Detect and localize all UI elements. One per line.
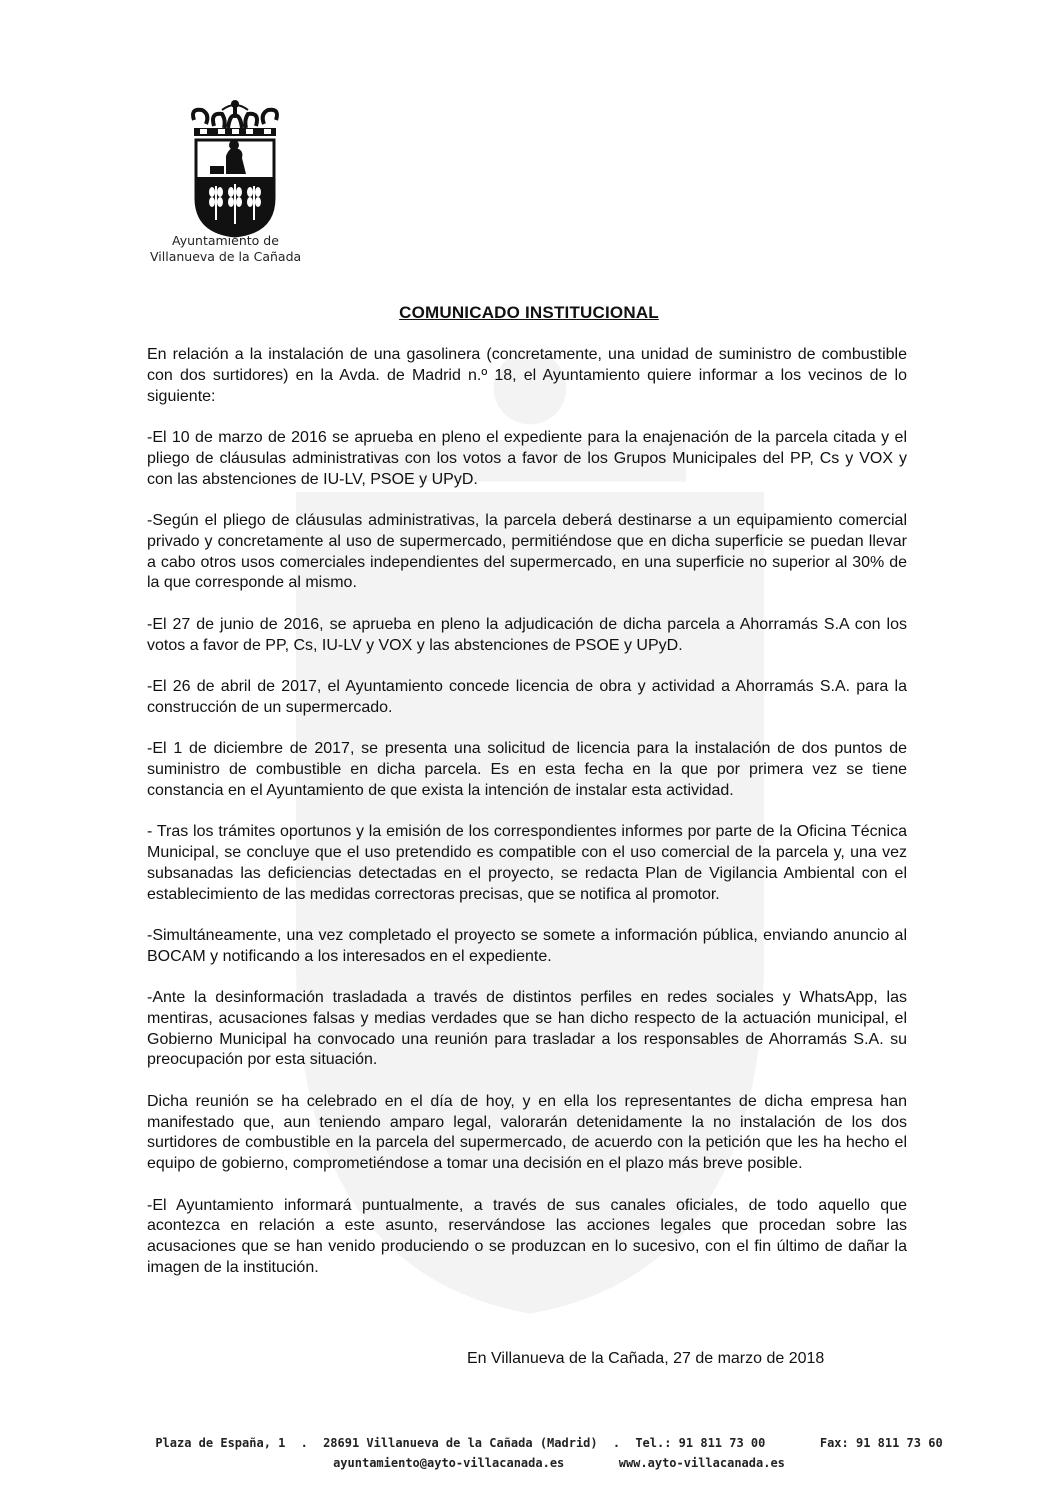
org-name-line1: Ayuntamiento de [172, 233, 279, 248]
paragraph-desinformacion: -Ante la desinformación trasladada a través de distintos perfiles en redes sociales y WhatsApp, las mentiras, acusaciones falsas y medias verdades que se han dicho respecto de la actuación municipal, el Gobierno Municipal ha convocado una reunión para trasladar a los responsables de Ahorramás S.A. su preocupación por esta situación. [147, 989, 907, 1069]
paragraph-simultaneamente: -Simultáneamente, una vez completado el proyecto se somete a información pública, enviando anuncio al BOCAM y notificando a los interesados en el expediente. [147, 926, 907, 965]
footer-website: www.ayto-villacanada.es [618, 1456, 785, 1470]
paragraph-tramites: - Tras los trámites oportunos y la emisión de los correspondientes informes por parte de la Oficina Técnica Municipal, se concluye que el uso pretendido es compatible con el uso comercial de la parcela y, una vez subsanadas las deficiencias detectadas en el proyecto, se redacta Plan de Vigilancia Ambiental con el establecimiento de las medidas correctoras precisas, que se notifica al promotor. [147, 823, 907, 903]
paragraph-pliego-clausulas: -Según el pliego de cláusulas administrativas, la parcela deberá destinarse a un equipamiento comercial privado y concretamente al uso de supermercado, permitiéndose que en dicha superficie se puedan llevar a cabo otros usos comerciales independientes del supermercado, en una superficie no superior al 30% de la que corresponde al mismo. [147, 511, 907, 592]
footer-fax: Fax: 91 811 73 60 [819, 1436, 943, 1450]
paragraph-informara: -El Ayuntamiento informará puntualmente, a través de sus canales oficiales, de todo aquello que acontezca en relación a este asunto, reservándose las acciones legales que procedan sobre las acusaciones que se han venido produciendo o se produzcan en lo sucesivo, con el fin último de dañar la imagen de la institución. [147, 1196, 907, 1277]
footer-postal: 28691 Villanueva de la Cañada (Madrid) [323, 1436, 598, 1450]
paragraph-1-diciembre-2017: -El 1 de diciembre de 2017, se presenta una solicitud de licencia para la instalación de dos puntos de suministro de combustible en dicha parcela. Es en esta fecha en la que por primera vez se tiene constancia en el Ayuntamiento de que exista la intención de instalar esta actividad. [147, 740, 907, 799]
footer-separator: . [300, 1436, 308, 1450]
footer-address: Plaza de España, 1 [155, 1436, 286, 1450]
footer-phone: Tel.: 91 811 73 00 [635, 1436, 766, 1450]
paragraph-26-abril-2017: -El 26 de abril de 2017, el Ayuntamiento concede licencia de obra y actividad a Ahorramás S.A. para la construcción de un supermercado. [147, 677, 907, 716]
paragraph-10-marzo-2016: -El 10 de marzo de 2016 se aprueba en pleno el expediente para la enajenación de la parcela citada y el pliego de cláusulas administrativas con los votos a favor de los Grupos Municipales del PP, Cs y VOX y con las abstenciones de IU-LV, PSOE y UPyD. [147, 428, 907, 488]
paragraph-intro: En relación a la instalación de una gasolinera (concretamente, una unidad de suministro de combustible con dos surtidores) en la Avda. de Madrid n.º 18, el Ayuntamiento quiere informar a los vecinos de lo siguiente: [147, 346, 907, 405]
org-name-line2: Villanueva de la Cañada [150, 249, 302, 264]
paragraph-reunion: Dicha reunión se ha celebrado en el día de hoy, y en ella los representantes de dicha empresa han manifestado que, aun teniendo amparo legal, valorarán detenidamente la no instalación de los dos surtidores de combustible en la parcela del supermercado, de acuerdo con la petición que les ha hecho el equipo de gobierno, comprometiéndose a tomar una decisión en el plazo más breve posible. [147, 1092, 907, 1173]
document-body [147, 345, 907, 1299]
coat-of-arms-icon [180, 98, 290, 238]
footer-contact-row [0, 1436, 1058, 1450]
signoff-place-date: En Villanueva de la Cañada, 27 de marzo de 2018 [467, 1350, 825, 1367]
paragraph-27-junio-2016: -El 27 de junio de 2016, se aprueba en pleno la adjudicación de dicha parcela a Ahorramás S.A con los votos a favor de PP, Cs, IU-LV y VOX y las abstenciones de PSOE y UPyD. [147, 615, 907, 654]
document-title: COMUNICADO INSTITUCIONAL [399, 303, 659, 322]
footer-online-row [0, 1456, 1058, 1470]
organization-name [150, 233, 325, 265]
footer [0, 1436, 1058, 1470]
footer-separator: . [612, 1436, 621, 1450]
footer-email: ayuntamiento@ayto-villacanada.es [333, 1456, 565, 1470]
